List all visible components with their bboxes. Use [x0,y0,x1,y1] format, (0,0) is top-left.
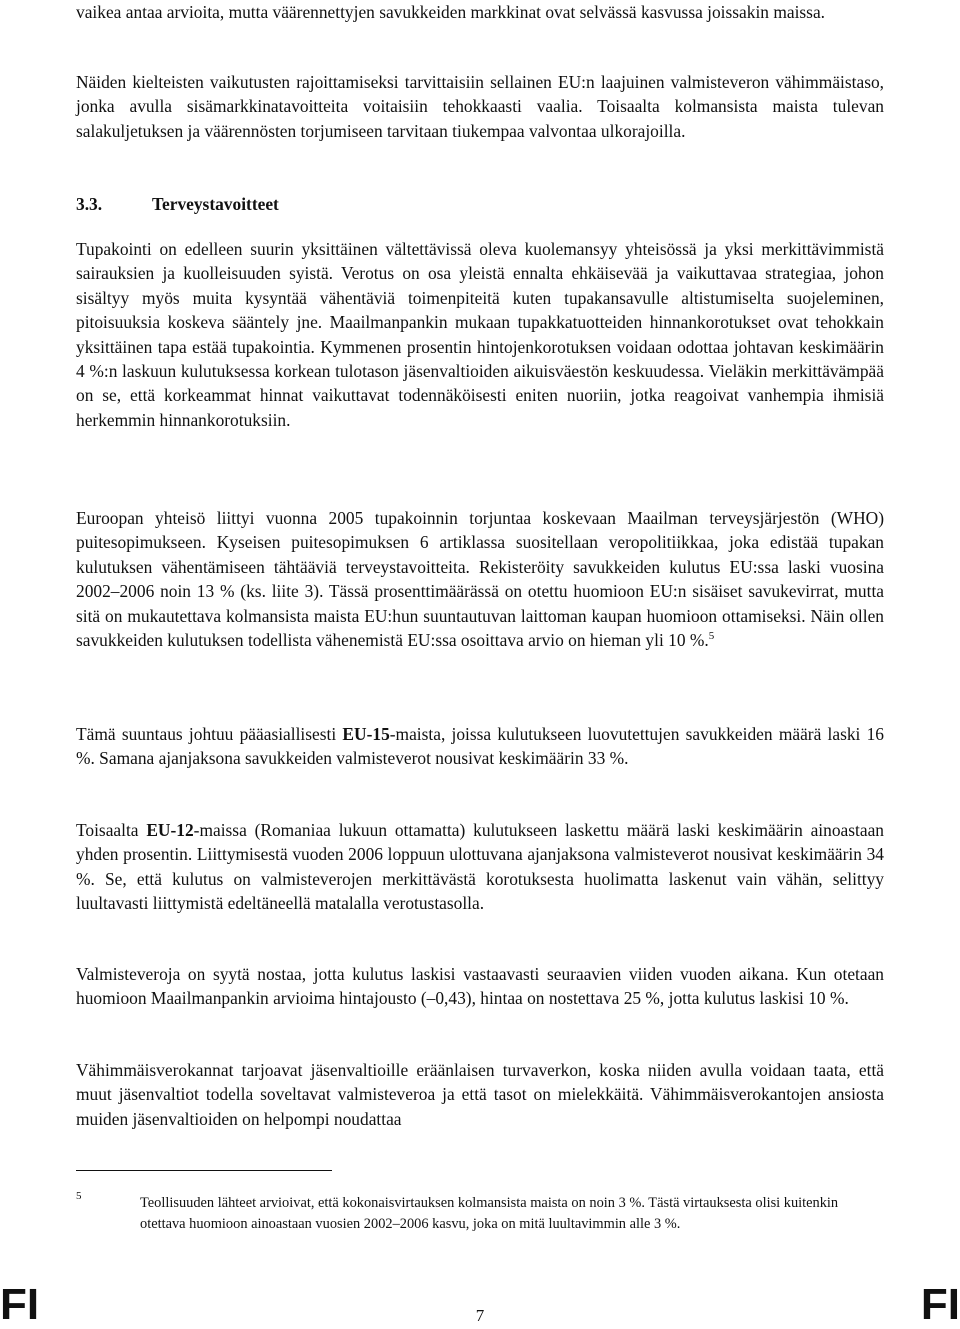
paragraph: vaikea antaa arvioita, mutta väärennettyjen savukkeiden markkinat ovat selvässä kasvussa joissakin maissa. [76,2,826,22]
footnote-mark: 5 [76,1190,82,1202]
paragraph: Vähimmäisverokannat tarjoavat jäsenvaltioille eräänlaisen turvaverkon, koska niiden avulla voidaan taata, että muut jäsenvaltiot todella soveltavat valmisteveroa ja että tasot on mielekkäitä. Vähimmäisverokantojen ansiosta muiden jäsenvaltioiden on helpompi noudattaa [76,1060,884,1129]
paragraph-text: Tämä suuntaus johtuu pääasiallisesti [76,724,343,744]
footnote-text: Teollisuuden lähteet arvioivat, että kokonaisvirtauksen kolmansista maista on noin 3 %. Tästä virtauksesta olisi kuitenkin otettava huomioon ainoastaan vuosien 2002–2006 kasvu, joka on mitä luultavimmin alle 3 %. [140,1195,839,1232]
paragraph [76,818,884,916]
paragraph-text: -maissa (Romaniaa lukuun ottamatta) kulutukseen laskettu määrä laski keskimäärin ainoastaan yhden prosentin. Liittymisestä vuoden 2006 loppuun ulottuvana ajanjaksona valmisteverot nousivat keskimäärin 34 %. Se, että kulutus on valmisteverojen merkittävästä korotuksesta huolimatta laskenut vain vähän, selittyy luultavasti liittymistä edeltäneellä matalalla verotustasolla. [76,820,884,914]
section-heading [76,192,279,216]
bold-term: EU-12 [146,820,194,840]
page-number: 7 [475,1306,485,1325]
language-code-right: FI [920,1280,960,1329]
paragraph [76,506,884,652]
paragraph-text: -maista, joissa kulutukseen luovutettujen savukkeiden määrä laski 16 %. Samana ajanjaksona savukkeiden valmisteverot nousivat keskimäärin 33 %. [76,724,884,769]
language-code-left: FI [0,1280,40,1329]
footnote-reference[interactable]: 5 [708,630,715,643]
paragraph: Valmisteveroja on syytä nostaa, jotta kulutus laskisi vastaavasti seuraavien viiden vuoden aikana. Kun otetaan huomioon Maailmanpankin arvioima hintajousto (–0,43), hintaa on nostettava 25 %, jotta kulutus laskisi 10 %. [76,964,884,1009]
paragraph: Tupakointi on edelleen suurin yksittäinen vältettävissä oleva kuolemansyy yhteisössä ja yksi merkittävimmistä sairauksien ja kuolleisuuden syistä. Verotus on osa yleistä ennalta ehkäisevää ja vaikuttavaa strategiaa, johon sisältyy myös muita kysyntää vähentäviä toimenpiteitä kuten tupakansavulle altistumiselta suojeleminen, pitoisuuksia koskeva sääntely jne. Maailmanpankin mukaan tupakkatuotteiden hinnankorotukset ovat tehokkain yksittäinen tapa estää tupakointia. Kymmenen prosentin hintojenkorotuksen voidaan odottaa johtavan keskimäärin 4 %:n laskuun kulutuksessa korkean tulotason jäsenvaltioiden aikuisväestön keskuudessa. Vieläkin merkittävämpää on se, että korkeammat hinnat vaikuttavat todennäköisesti eniten nuoriin, jotka reagoivat vanhempia ihmisiä herkemmin hinnankorotuksiin. [76,239,884,430]
paragraph: Näiden kielteisten vaikutusten rajoittamiseksi tarvittaisiin sellainen EU:n laajuinen valmisteveron vähimmäistaso, jonka avulla sisämarkkinatavoitteita voitaisiin tehokkaasti vaalia. Toisaalta kolmansista maista tulevan salakuljetuksen ja väärennösten torjumiseen tarvitaan tiukempaa valvontaa ulkorajoilla. [76,72,884,141]
paragraph-text: Euroopan yhteisö liittyi vuonna 2005 tupakoinnin torjuntaa koskevaan Maailman terveysjärjestön (WHO) puitesopimukseen. Kyseisen puitesopimuksen 6 artiklassa suositellaan veropolitiikkaa, joka edistää tupakan kulutuksen vähentämiseen tähtääviä terveystavoitteita. Rekisteröity savukkeiden kulutus EU:ssa laski vuosina 2002–2006 noin 13 % (ks. liite 3). Tässä prosenttimäärässä on otettu huomioon EU:n sisäiset savukevirrat, mutta sitä on mukautettava kolmansista maista EU:hun suuntautuvan laittoman kaupan huomioon ottamiseksi. Näin ollen savukkeiden kulutuksen todellista vähenemistä EU:ssa osoittava arvio on hieman yli 10 %. [76,508,884,651]
section-title: Terveystavoitteet [152,194,279,214]
paragraph [76,722,884,771]
section-number: 3.3. [76,194,103,214]
bold-term: EU-15 [342,724,390,744]
footnote-separator [76,1170,332,1171]
paragraph-text: Toisaalta [76,820,147,840]
